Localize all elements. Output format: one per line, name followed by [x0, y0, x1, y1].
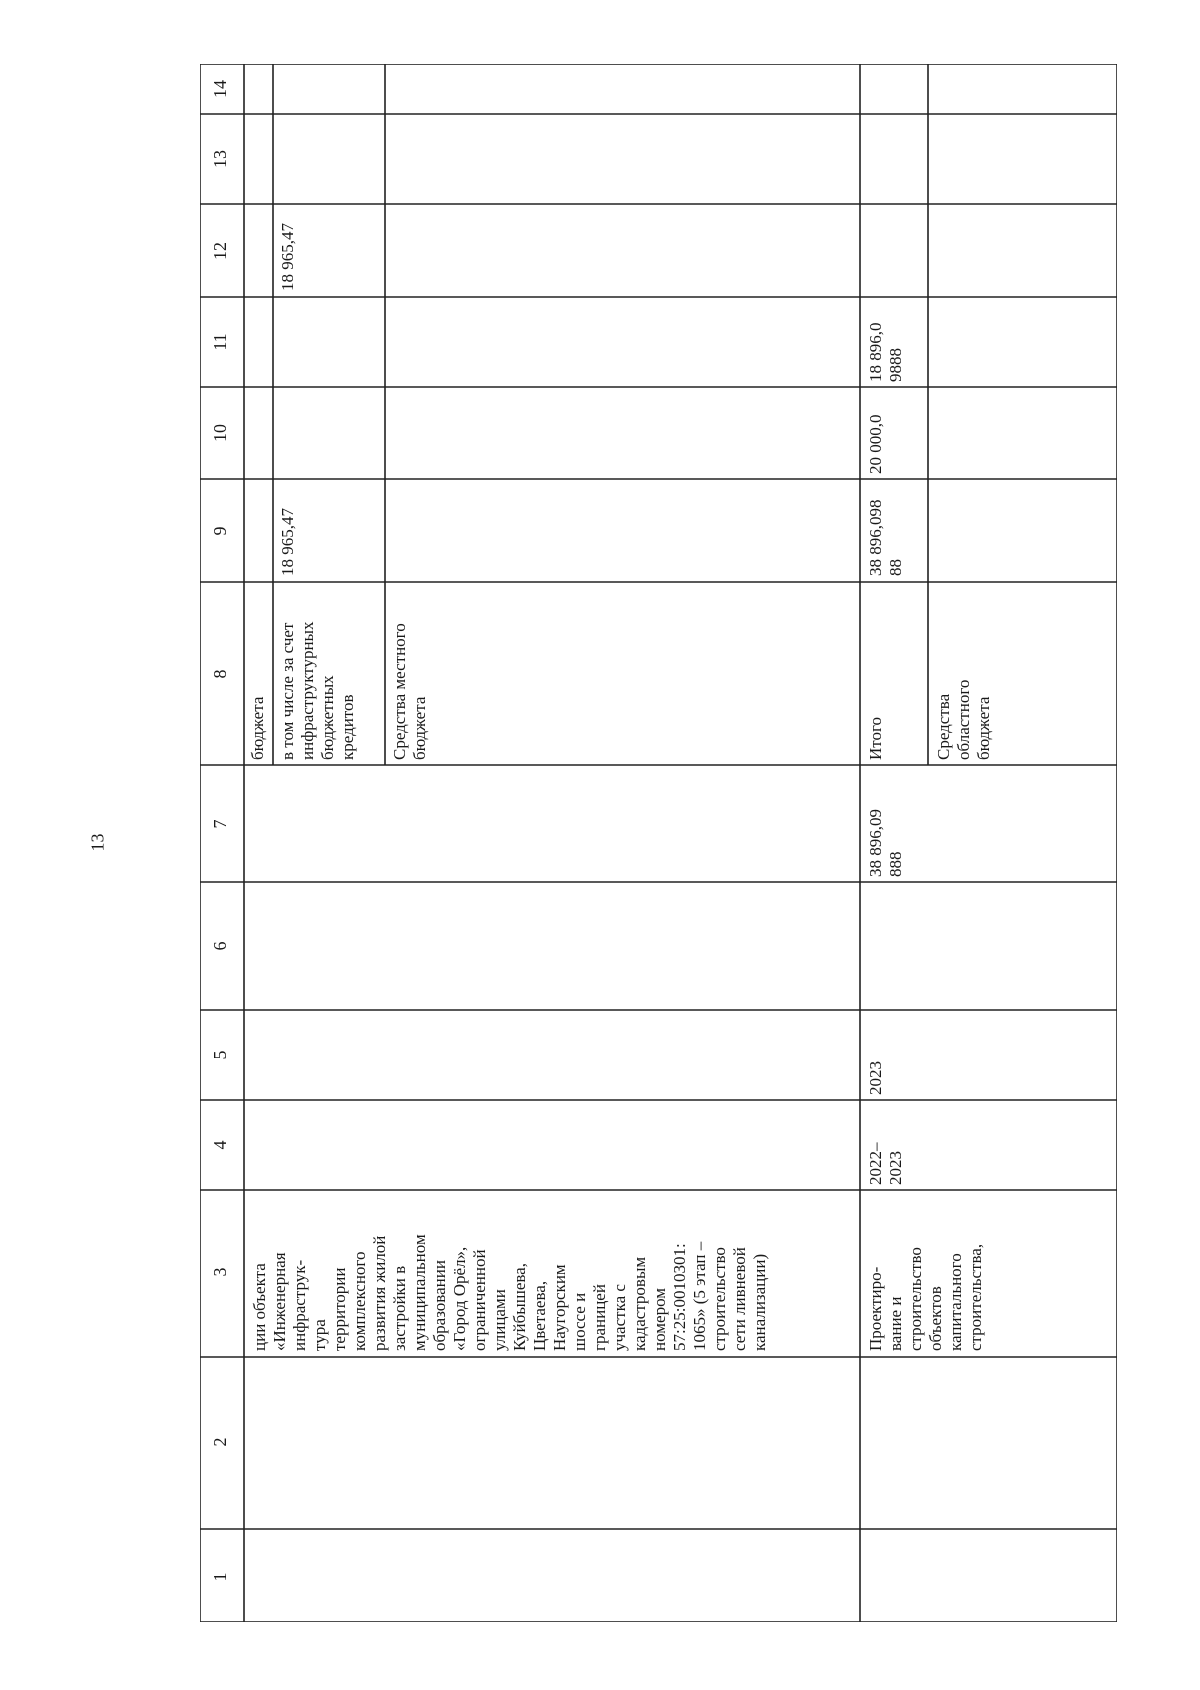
col-header-6: 6 — [210, 941, 230, 951]
col-header-2: 2 — [210, 1437, 230, 1447]
table-lines — [200, 64, 1117, 1622]
row2-col3-description: Проектиро- вание и строительство объектов капитального строительства, — [866, 1243, 985, 1351]
rotated-table — [200, 64, 1117, 1622]
col-header-9: 9 — [210, 526, 230, 536]
col-header-5: 5 — [210, 1050, 230, 1060]
page-number: 13 — [87, 833, 108, 852]
row2-sub2-col8: Средства областного бюджета — [934, 679, 993, 760]
row1-sub2-col8: в том числе за счет инфраструктурных бюджетных кредитов — [278, 621, 357, 760]
row1-sub1-col8: бюджета — [248, 696, 267, 760]
col-header-1: 1 — [210, 1572, 230, 1582]
col-header-11: 11 — [210, 333, 230, 351]
table-grid — [200, 64, 1117, 1622]
row2-sub1-col9: 38 896,098 88 — [866, 499, 905, 576]
row1-sub2-col9: 18 965,47 — [278, 508, 297, 576]
col-header-3: 3 — [210, 1267, 230, 1277]
row2-col4-period: 2022– 2023 — [866, 1142, 905, 1185]
col-header-14: 14 — [210, 80, 230, 98]
col-header-12: 12 — [210, 242, 230, 260]
row2-col5-year: 2023 — [866, 1061, 885, 1095]
col-header-4: 4 — [210, 1140, 230, 1150]
col-header-10: 10 — [210, 424, 230, 442]
row2-col7-amount: 38 896,09 888 — [866, 809, 905, 877]
row1-sub3-col8: Средства местного бюджета — [390, 623, 429, 760]
col-header-8: 8 — [210, 669, 230, 679]
row1-col3-description: ции объекта «Инженерная инфраструк- тура территории комплексного развития жилой застройки в муниципальном образовании «Город Орёл», ограниченной улицами Куйбышева, Цветаева, Наугорским шоссе и границей участка с кадастровым номером 57:25:0010301: 1065» (5 этап – строительство сети ливневой канализации) — [250, 1234, 769, 1351]
row2-sub1-col8: Итого — [866, 716, 885, 760]
row1-sub2-col12: 18 965,47 — [278, 223, 297, 291]
col-header-7: 7 — [210, 819, 230, 829]
row2-sub1-col10: 20 000,0 — [866, 414, 885, 474]
row2-sub1-col11: 18 896,0 9888 — [866, 322, 905, 382]
col-header-13: 13 — [210, 150, 230, 168]
